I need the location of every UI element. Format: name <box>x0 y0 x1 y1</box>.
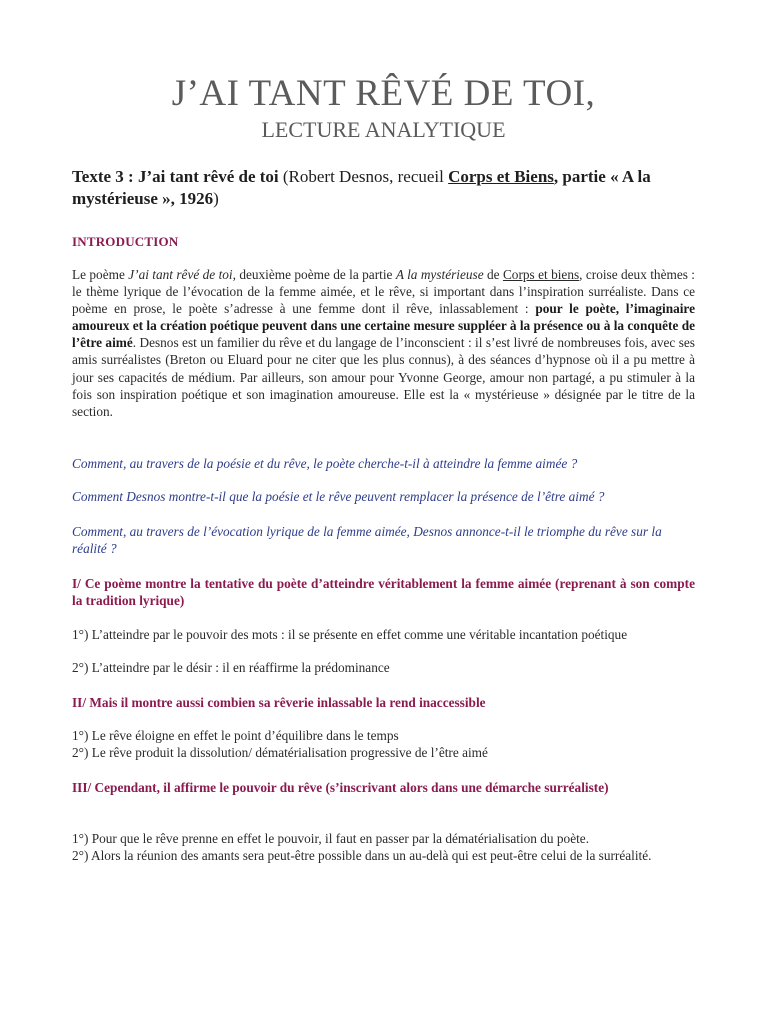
intro-text-1: Le poème <box>72 267 129 282</box>
text-reference-middle: , partie « A la mystérieuse », 1926 <box>72 167 651 208</box>
intro-part-title: A la mystérieuse <box>395 267 484 282</box>
document-title: J’AI TANT RÊVÉ DE TOI, <box>171 73 596 114</box>
section-1-point-2: 2°) L’atteindre par le désir : il en réaffirme la prédominance <box>72 660 390 675</box>
introduction-paragraph <box>72 266 695 420</box>
section-3-point-1: 1°) Pour que le rêve prenne en effet le pouvoir, il faut en passer par la dématérialisation du poète. <box>72 831 590 846</box>
section-heading-1: I/ Ce poème montre la tentative du poète d’atteindre véritablement la femme aimée (reprenant à son compte la tradition lyrique) <box>72 576 695 608</box>
intro-text-2: , deuxième poème de la partie <box>232 267 396 282</box>
intro-text-5: . Desnos est un familier du rêve et du langage de l’inconscient : il s’est livré de nombreuses fois, avec ses amis surréalistes (Breton ou Eluard pour ne citer que les plus connus), à des séances d’hypnose où il a pu mettre à jour ses capacités de médium. Par ailleurs, son amour pour Yvonne George, amour non partagé, a pu stimuler à la fois son inspiration poétique et son imagination amoureuse. Elle est la « mystérieuse » désignée par le titre de la section. <box>72 335 695 419</box>
section-2-point-2: 2°) Le rêve produit la dissolution/ dématérialisation progressive de l’être aimé <box>72 745 488 760</box>
problem-question-2: Comment Desnos montre-t-il que la poésie et le rêve peuvent remplacer la présence de l’être aimé ? <box>72 489 605 504</box>
intro-thesis: pour le poète, l’imaginaire amoureux et la création poétique peuvent dans une certaine mesure suppléer à la présence ou à la conquête de l’être aimé <box>72 301 695 351</box>
problem-question-3: Comment, au travers de l’évocation lyrique de la femme aimée, Desnos annonce-t-il le triomphe du rêve sur la réalité ? <box>72 524 662 556</box>
section-heading-2: II/ Mais il montre aussi combien sa rêverie inlassable la rend inaccessible <box>72 695 486 710</box>
intro-poem-title: J’ai tant rêvé de toi <box>128 267 233 282</box>
text-reference-prefix: Texte 3 : J’ai tant rêvé de toi <box>72 167 283 186</box>
problem-question-1: Comment, au travers de la poésie et du rêve, le poète cherche-t-il à atteindre la femme aimée ? <box>72 456 578 471</box>
intro-text-4: , croise deux thèmes : le thème lyrique de l’évocation de la femme aimée, et le rêve, si important dans l’inspiration surréaliste. Dans ce poème en prose, le poète s’adresse à une femme dont il rêve, inlassablement : <box>72 267 695 317</box>
section-3-point-2: 2°) Alors la réunion des amants sera peut-être possible dans un au-delà qui est peut-être celui de la surréalité. <box>72 848 652 863</box>
text-reference-heading <box>72 166 695 210</box>
document-subtitle: LECTURE ANALYTIQUE <box>261 117 506 142</box>
introduction-heading: INTRODUCTION <box>72 234 179 249</box>
intro-text-3: de <box>483 267 503 282</box>
text-reference-collection: Corps et Biens <box>448 167 554 186</box>
section-1-point-1: 1°) L’atteindre par le pouvoir des mots : il se présente en effet comme une véritable incantation poétique <box>72 627 628 642</box>
intro-collection: Corps et biens <box>502 267 580 282</box>
section-2-point-1: 1°) Le rêve éloigne en effet le point d’équilibre dans le temps <box>72 728 399 743</box>
text-reference-close: ) <box>213 189 219 208</box>
text-reference-open: (Robert Desnos, recueil <box>282 167 449 186</box>
section-heading-3: III/ Cependant, il affirme le pouvoir du rêve (s’inscrivant alors dans une démarche surréaliste) <box>72 780 609 795</box>
